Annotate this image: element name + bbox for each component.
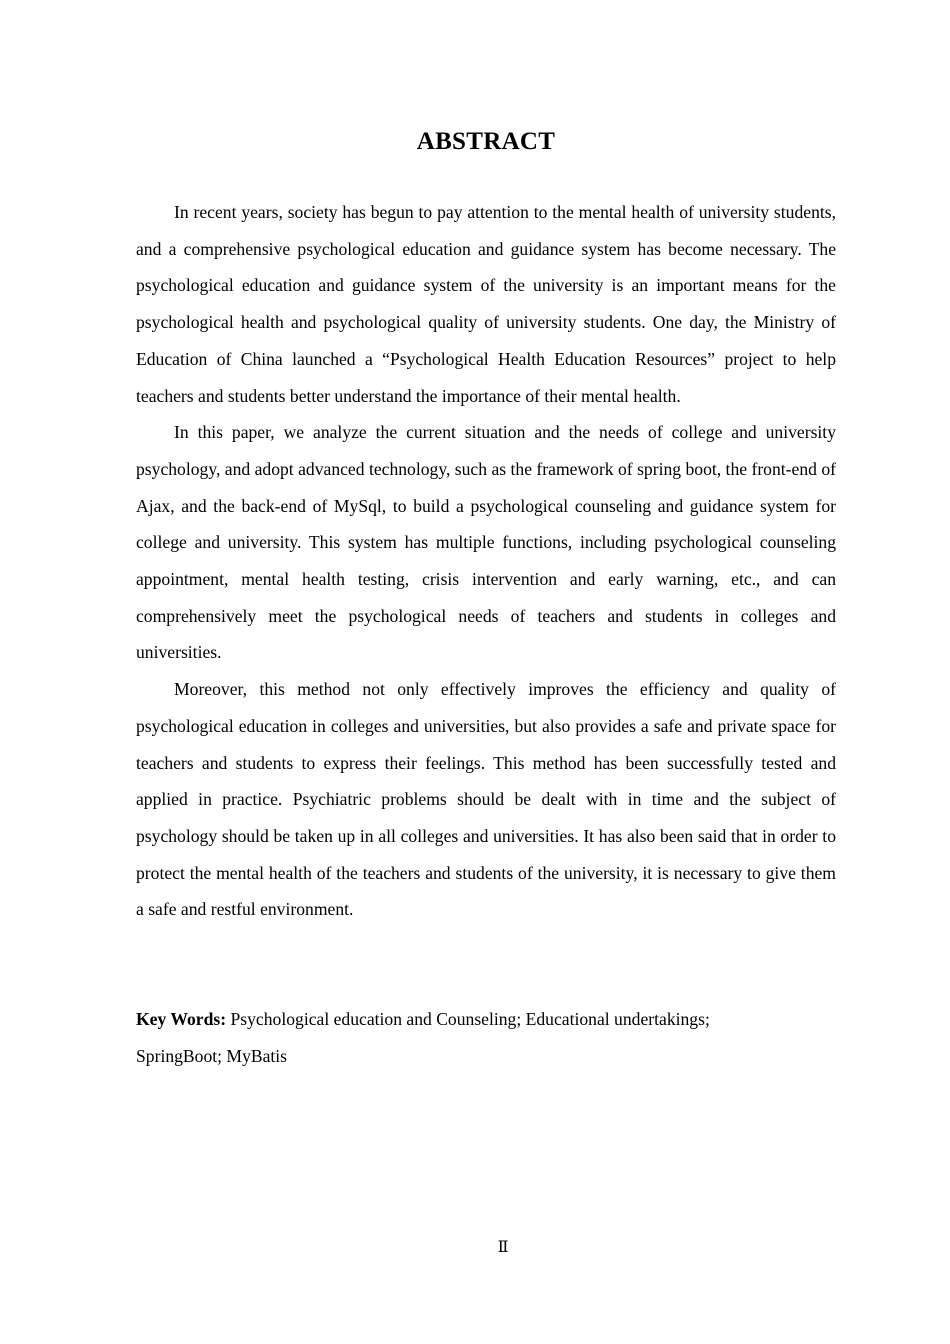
keywords-line: [136, 1001, 796, 1074]
keywords-label: Key Words:: [136, 1009, 227, 1029]
abstract-body: [136, 194, 836, 928]
keywords-text: Psychological education and Counseling; Educational undertakings; SpringBoot; MyBatis: [136, 1009, 710, 1066]
abstract-paragraph-2: In this paper, we analyze the current situation and the needs of college and university psychology, and adopt advanced technology, such as the framework of spring boot, the front-end of Ajax, and the back-end of MySql, to build a psychological counseling and guidance system for college and university. This system has multiple functions, including psychological counseling appointment, mental health testing, crisis intervention and early warning, etc., and can comprehensively meet the psychological needs of teachers and students in colleges and universities.: [136, 422, 836, 663]
abstract-paragraph-3: Moreover, this method not only effectively improves the efficiency and quality of psychological education in colleges and universities, but also provides a safe and private space for teachers and students to express their feelings. This method has been successfully tested and applied in practice. Psychiatric problems should be dealt with in time and the subject of psychology should be taken up in all colleges and universities. It has also been said that in order to protect the mental health of the teachers and students of the university, it is necessary to give them a safe and restful environment.: [136, 679, 836, 920]
abstract-paragraph-1: In recent years, society has begun to pay attention to the mental health of university students, and a comprehensive psychological education and guidance system has become necessary. The psychological education and guidance system of the university is an important means for the psychological health and psychological quality of university students. One day, the Ministry of Education of China launched a “Psychological Health Education Resources” project to help teachers and students better understand the importance of their mental health.: [136, 202, 836, 406]
abstract-title: ABSTRACT: [416, 128, 556, 155]
page-number: Ⅱ: [497, 1239, 509, 1256]
